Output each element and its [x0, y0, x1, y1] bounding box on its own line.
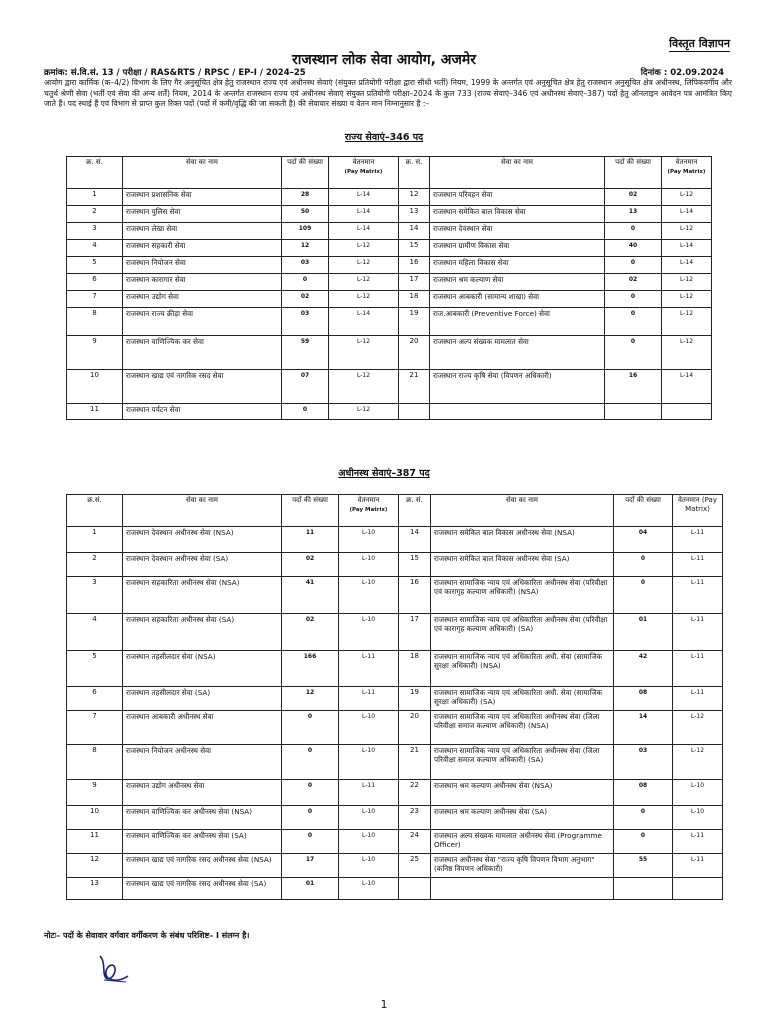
pay-level: L-10 — [339, 527, 399, 553]
pay-level: L-10 — [339, 830, 399, 854]
service-name: राजस्थान सहकारी सेवा — [123, 240, 282, 257]
header-pay-hi: वेतनमान — [357, 496, 380, 504]
table-row — [67, 577, 723, 614]
service-name: राजस्थान देवस्थान सेवा — [430, 223, 605, 240]
post-count: 0 — [282, 745, 339, 780]
header-pay — [673, 495, 723, 527]
post-count: 01 — [614, 614, 673, 651]
pay-level: L-12 — [673, 745, 723, 780]
post-count: 42 — [614, 651, 673, 687]
table-row — [67, 404, 712, 420]
post-count: 50 — [282, 206, 329, 223]
post-count: 03 — [282, 308, 329, 336]
table-row — [67, 780, 723, 806]
service-name: राजस्थान लेखा सेवा — [123, 223, 282, 240]
state-services-table — [66, 156, 712, 420]
row-number: 10 — [67, 370, 123, 404]
row-number: 3 — [67, 223, 123, 240]
service-name: राजस्थान श्रम कल्याण अधीनस्थ सेवा (SA) — [431, 806, 614, 830]
row-number: 16 — [399, 257, 430, 274]
table-row — [67, 291, 712, 308]
post-count: 17 — [282, 854, 339, 878]
row-number: 19 — [399, 308, 430, 336]
row-number: 18 — [399, 651, 431, 687]
subordinate-services-heading: अधीनस्थ सेवाएं–387 पद — [338, 468, 430, 479]
post-count: 02 — [282, 614, 339, 651]
pay-level: L-14 — [662, 206, 712, 223]
service-name: राजस्थान सहकारिता अधीनस्थ सेवा (SA) — [123, 614, 282, 651]
pay-level: L-10 — [339, 711, 399, 745]
row-number: 10 — [67, 806, 123, 830]
table-row — [67, 206, 712, 223]
header-sno: क्र.सं. — [67, 495, 123, 527]
service-name: राजस्थान पुलिस सेवा — [123, 206, 282, 223]
row-number: 4 — [67, 614, 123, 651]
header-pay-hi: वेतनमान — [675, 158, 698, 166]
post-count: 0 — [614, 553, 673, 577]
pay-level: L-14 — [662, 370, 712, 404]
row-number: 11 — [67, 404, 123, 420]
row-number: 6 — [67, 274, 123, 291]
service-name: राजस्थान राज्य क्रीड़ा सेवा — [123, 308, 282, 336]
pay-level: L-11 — [673, 614, 723, 651]
pay-level: L-12 — [329, 336, 399, 370]
row-number: 11 — [67, 830, 123, 854]
row-number: 12 — [399, 189, 430, 206]
header-service: सेवा का नाम — [431, 495, 614, 527]
pay-level: L-12 — [329, 370, 399, 404]
post-count: 55 — [614, 854, 673, 878]
post-count: 01 — [282, 878, 339, 900]
pay-level: L-11 — [673, 687, 723, 711]
post-count: 03 — [614, 745, 673, 780]
post-count: 0 — [282, 806, 339, 830]
row-number: 6 — [67, 687, 123, 711]
pay-level: L-14 — [329, 189, 399, 206]
pay-level: L-10 — [673, 780, 723, 806]
table-row — [67, 240, 712, 257]
service-name: राजस्थान श्रम कल्याण अधीनस्थ सेवा (NSA) — [431, 780, 614, 806]
post-count: 03 — [282, 257, 329, 274]
header-sno: क्र. सं. — [399, 157, 430, 189]
header-pay — [339, 495, 399, 527]
service-name: राजस्थान खाद्य एवं नागरिक रसद अधीनस्थ सेवा (SA) — [123, 878, 282, 900]
table-row — [67, 745, 723, 780]
service-name: राजस्थान आबकारी अधीनस्थ सेवा — [123, 711, 282, 745]
post-count: 28 — [282, 189, 329, 206]
header-pay — [329, 157, 399, 189]
intro-paragraph: आयोग द्वारा कार्मिक (क–4/2) विभाग के लिए गैर अनुसूचित क्षेत्र हेतु राजस्थान राज्य एवं अधीनस्थ सेवाएं (संयुक्त प्रतियोगी परीक्षा द्वारा सीधी भर्ती) नियम, 1999 के अन्तर्गत एवं अनुसूचित क्षेत्र हेतु राजस्थान अनुसूचित क्षेत्र अधीनस्थ, लिपिकवर्गीय और चतुर्थ श्रेणी सेवा (भर्ती एवं सेवा की अन्य शर्तें) नियम, 2014 के अन्तर्गत राजस्थान राज्य एवं अधीनस्थ सेवाएं संयुक्त प्रतियोगी परीक्षा–2024 के कुल 733 (राज्य सेवाएं–346 एवं अधीनस्थ सेवाएं–387) पदों हेतु ऑनलाइन आवेदन पत्र आमंत्रित किए जाते हैं। पद स्थाई हैं एवं विभाग से प्राप्त कुल रिक्त पदों (पदों में कमी/वृद्धि की जा सकती है) की सेवावार संख्या व वेतन मान निम्नानुसार है :– — [44, 78, 732, 108]
signature-image — [96, 952, 132, 986]
post-count: 0 — [614, 577, 673, 614]
pay-level: L-12 — [662, 189, 712, 206]
pay-level: L-12 — [329, 240, 399, 257]
row-number: 22 — [399, 780, 431, 806]
pay-level: L-11 — [339, 651, 399, 687]
post-count: 0 — [282, 711, 339, 745]
service-name: राजस्थान देवस्थान अधीनस्थ सेवा (SA) — [123, 553, 282, 577]
post-count: 0 — [605, 291, 662, 308]
post-count: 07 — [282, 370, 329, 404]
service-name: राजस्थान सामाजिक न्याय एवं अधिकारिता अधीनस्थ सेवा (परिवीक्षा एवं कारागृह कल्याण अधिकारी) (SA) — [431, 614, 614, 651]
pay-level: L-14 — [329, 308, 399, 336]
service-name: राजस्थान सामाजिक न्याय एवं अधिकारिता अधी. सेवा (सामाजिक सुरक्षा अधिकारी) (NSA) — [431, 651, 614, 687]
pay-level: L-11 — [673, 651, 723, 687]
post-count — [614, 878, 673, 900]
service-name — [430, 404, 605, 420]
service-name: राजस्थान सहकारिता अधीनस्थ सेवा (NSA) — [123, 577, 282, 614]
post-count — [605, 404, 662, 420]
pay-level: L-11 — [673, 527, 723, 553]
row-number: 25 — [399, 854, 431, 878]
pay-level — [662, 404, 712, 420]
pay-level: L-14 — [662, 257, 712, 274]
pay-level: L-11 — [673, 854, 723, 878]
table-row — [67, 308, 712, 336]
post-count: 41 — [282, 577, 339, 614]
row-number: 20 — [399, 336, 430, 370]
table-row — [67, 806, 723, 830]
header-pay-en: (Pay Matrix) — [349, 507, 388, 513]
service-name: राजस्थान सामाजिक न्याय एवं अधिकारिता अधी. सेवा (सामाजिक सुरक्षा अधिकारी) (SA) — [431, 687, 614, 711]
row-number: 16 — [399, 577, 431, 614]
table-row — [67, 830, 723, 854]
row-number: 21 — [399, 370, 430, 404]
header-pay-en: (Pay Matrix) — [667, 169, 706, 175]
row-number — [399, 404, 430, 420]
pay-level: L-11 — [673, 553, 723, 577]
service-name: राजस्थान परिवहन सेवा — [430, 189, 605, 206]
table-row — [67, 527, 723, 553]
advertisement-tag: विस्तृत विज्ञापन — [669, 37, 730, 50]
header-service: सेवा का नाम — [123, 157, 282, 189]
row-number: 12 — [67, 854, 123, 878]
row-number: 24 — [399, 830, 431, 854]
post-count: 16 — [605, 370, 662, 404]
row-number: 18 — [399, 291, 430, 308]
row-number: 15 — [399, 240, 430, 257]
header-service: सेवा का नाम — [123, 495, 282, 527]
service-name: राजस्थान सामाजिक न्याय एवं अधिकारिता अधीनस्थ सेवा (जिला परिवीक्षा समाज कल्याण अधिकारी) (NSA) — [431, 711, 614, 745]
post-count: 12 — [282, 687, 339, 711]
row-number: 17 — [399, 614, 431, 651]
post-count: 59 — [282, 336, 329, 370]
post-count: 0 — [605, 257, 662, 274]
row-number: 19 — [399, 687, 431, 711]
pay-level: L-11 — [339, 687, 399, 711]
pay-level: L-10 — [339, 854, 399, 878]
row-number: 5 — [67, 257, 123, 274]
footnote: नोटः– पदों के सेवावार वर्गवार वर्गीकरण के संबंध परिशिष्ट– I संलग्न है। — [44, 931, 250, 940]
reference-number: क्रमांक: सं.वि.सं. 13 / परीक्षा / RAS&RTS / RPSC / EP-I / 2024–25 — [44, 68, 306, 78]
post-count: 02 — [605, 274, 662, 291]
row-number: 13 — [399, 206, 430, 223]
table-row — [67, 854, 723, 878]
post-count: 0 — [605, 223, 662, 240]
service-name: राजस्थान नियोजन अधीनस्थ सेवा — [123, 745, 282, 780]
pay-level: L-12 — [673, 711, 723, 745]
header-posts: पदों की संख्या — [614, 495, 673, 527]
service-name: राजस्थान उद्योग अधीनस्थ सेवा — [123, 780, 282, 806]
post-count: 11 — [282, 527, 339, 553]
post-count: 13 — [605, 206, 662, 223]
post-count: 0 — [605, 336, 662, 370]
service-name: राजस्थान समेकित बाल विकास सेवा — [430, 206, 605, 223]
pay-level: L-12 — [662, 274, 712, 291]
row-number: 20 — [399, 711, 431, 745]
table-row — [67, 336, 712, 370]
pay-level: L-10 — [339, 878, 399, 900]
post-count: 166 — [282, 651, 339, 687]
header-sno: क्र. सं. — [67, 157, 123, 189]
state-services-heading: राज्य सेवाएं–346 पद — [344, 132, 424, 143]
service-name — [431, 878, 614, 900]
pay-level: L-11 — [339, 780, 399, 806]
pay-level: L-12 — [329, 257, 399, 274]
row-number: 9 — [67, 336, 123, 370]
header-service: सेवा का नाम — [430, 157, 605, 189]
pay-level: L-10 — [673, 806, 723, 830]
header-pay-right: वेतनमान (Pay Matrix) — [678, 496, 717, 513]
service-name: राजस्थान श्रम कल्याण सेवा — [430, 274, 605, 291]
post-count: 0 — [282, 404, 329, 420]
post-count: 0 — [614, 806, 673, 830]
pay-level: L-14 — [329, 223, 399, 240]
pay-level: L-11 — [673, 577, 723, 614]
row-number: 8 — [67, 745, 123, 780]
page-title: राजस्थान लोक सेवा आयोग, अजमेर — [292, 52, 476, 68]
row-number: 7 — [67, 711, 123, 745]
service-name: राज.आबकारी (Preventive Force) सेवा — [430, 308, 605, 336]
subordinate-services-table — [66, 494, 723, 900]
service-name: राजस्थान पर्यटन सेवा — [123, 404, 282, 420]
post-count: 109 — [282, 223, 329, 240]
pay-level: L-12 — [662, 336, 712, 370]
table-row — [67, 651, 723, 687]
post-count: 0 — [282, 830, 339, 854]
service-name: राजस्थान नियोजन सेवा — [123, 257, 282, 274]
table-row — [67, 223, 712, 240]
table-row — [67, 274, 712, 291]
row-number: 9 — [67, 780, 123, 806]
service-name: राजस्थान ग्रामीण विकास सेवा — [430, 240, 605, 257]
row-number — [399, 878, 431, 900]
post-count: 02 — [282, 553, 339, 577]
service-name: राजस्थान राज्य कृषि सेवा (विपणन अधिकारी) — [430, 370, 605, 404]
pay-level: L-11 — [673, 830, 723, 854]
pay-level: L-12 — [662, 308, 712, 336]
service-name: राजस्थान आबकारी (सामान्य शाखा) सेवा — [430, 291, 605, 308]
header-pay-en: (Pay Matrix) — [344, 169, 383, 175]
header-sno: क्र. सं. — [399, 495, 431, 527]
service-name: राजस्थान तहसीलदार सेवा (SA) — [123, 687, 282, 711]
service-name: राजस्थान महिला विकास सेवा — [430, 257, 605, 274]
row-number: 2 — [67, 553, 123, 577]
service-name: राजस्थान अधीनस्थ सेवा "राज्य कृषि विपणन विभाग अनुभाग" (कनिष्ठ विपणन अधिकारी) — [431, 854, 614, 878]
header-pay — [662, 157, 712, 189]
advertisement-date: दिनांक : 02.09.2024 — [640, 68, 724, 78]
post-count: 14 — [614, 711, 673, 745]
header-posts: पदों की संख्या — [605, 157, 662, 189]
row-number: 4 — [67, 240, 123, 257]
page-number: 1 — [380, 998, 388, 1011]
row-number: 17 — [399, 274, 430, 291]
post-count: 02 — [282, 291, 329, 308]
header-pay-hi: वेतनमान — [352, 158, 375, 166]
service-name: राजस्थान कारागार सेवा — [123, 274, 282, 291]
pay-level: L-10 — [339, 577, 399, 614]
service-name: राजस्थान प्रशासनिक सेवा — [123, 189, 282, 206]
pay-level — [673, 878, 723, 900]
row-number: 23 — [399, 806, 431, 830]
post-count: 08 — [614, 687, 673, 711]
pay-level: L-10 — [339, 806, 399, 830]
header-posts: पदों की संख्या — [282, 495, 339, 527]
service-name: राजस्थान अल्प संख्यक मामलात अधीनस्थ सेवा (Programme Officer) — [431, 830, 614, 854]
row-number: 5 — [67, 651, 123, 687]
service-name: राजस्थान सामाजिक न्याय एवं अधिकारिता अधीनस्थ सेवा (जिला परिवीक्षा समाज कल्याण अधिकारी) (SA) — [431, 745, 614, 780]
post-count: 0 — [605, 308, 662, 336]
table-row — [67, 614, 723, 651]
table-row — [67, 189, 712, 206]
service-name: राजस्थान समेकित बाल विकास अधीनस्थ सेवा (SA) — [431, 553, 614, 577]
service-name: राजस्थान देवस्थान अधीनस्थ सेवा (NSA) — [123, 527, 282, 553]
table-row — [67, 878, 723, 900]
service-name: राजस्थान उद्योग सेवा — [123, 291, 282, 308]
pay-level: L-12 — [329, 404, 399, 420]
row-number: 14 — [399, 527, 431, 553]
row-number: 21 — [399, 745, 431, 780]
row-number: 14 — [399, 223, 430, 240]
table-row — [67, 553, 723, 577]
pay-level: L-12 — [662, 223, 712, 240]
service-name: राजस्थान सामाजिक न्याय एवं अधिकारिता अधीनस्थ सेवा (परिवीक्षा एवं कारागृह कल्याण अधिकारी) (NSA) — [431, 577, 614, 614]
table-row — [67, 687, 723, 711]
pay-level: L-10 — [339, 553, 399, 577]
row-number: 8 — [67, 308, 123, 336]
service-name: राजस्थान तहसीलदार सेवा (NSA) — [123, 651, 282, 687]
row-number: 2 — [67, 206, 123, 223]
pay-level: L-14 — [662, 240, 712, 257]
post-count: 08 — [614, 780, 673, 806]
service-name: राजस्थान अल्प संख्यक मामलात सेवा — [430, 336, 605, 370]
table-row — [67, 257, 712, 274]
reference-line — [44, 67, 724, 78]
row-number: 1 — [67, 189, 123, 206]
row-number: 3 — [67, 577, 123, 614]
post-count: 12 — [282, 240, 329, 257]
pay-level: L-14 — [329, 206, 399, 223]
pay-level: L-12 — [662, 291, 712, 308]
service-name: राजस्थान खाद्य एवं नागरिक रसद सेवा — [123, 370, 282, 404]
post-count: 0 — [614, 830, 673, 854]
service-name: राजस्थान वाणिज्यिक कर सेवा — [123, 336, 282, 370]
post-count: 0 — [282, 780, 339, 806]
service-name: राजस्थान वाणिज्यिक कर अधीनस्थ सेवा (NSA) — [123, 806, 282, 830]
post-count: 0 — [282, 274, 329, 291]
post-count: 40 — [605, 240, 662, 257]
table-row — [67, 711, 723, 745]
header-posts: पदों की संख्या — [282, 157, 329, 189]
pay-level: L-12 — [329, 274, 399, 291]
row-number: 13 — [67, 878, 123, 900]
post-count: 04 — [614, 527, 673, 553]
service-name: राजस्थान समेकित बाल विकास अधीनस्थ सेवा (NSA) — [431, 527, 614, 553]
pay-level: L-10 — [339, 745, 399, 780]
post-count: 02 — [605, 189, 662, 206]
row-number: 7 — [67, 291, 123, 308]
row-number: 1 — [67, 527, 123, 553]
table-row — [67, 370, 712, 404]
pay-level: L-12 — [329, 291, 399, 308]
row-number: 15 — [399, 553, 431, 577]
service-name: राजस्थान खाद्य एवं नागरिक रसद अधीनस्थ सेवा (NSA) — [123, 854, 282, 878]
service-name: राजस्थान वाणिज्यिक कर अधीनस्थ सेवा (SA) — [123, 830, 282, 854]
pay-level: L-10 — [339, 614, 399, 651]
